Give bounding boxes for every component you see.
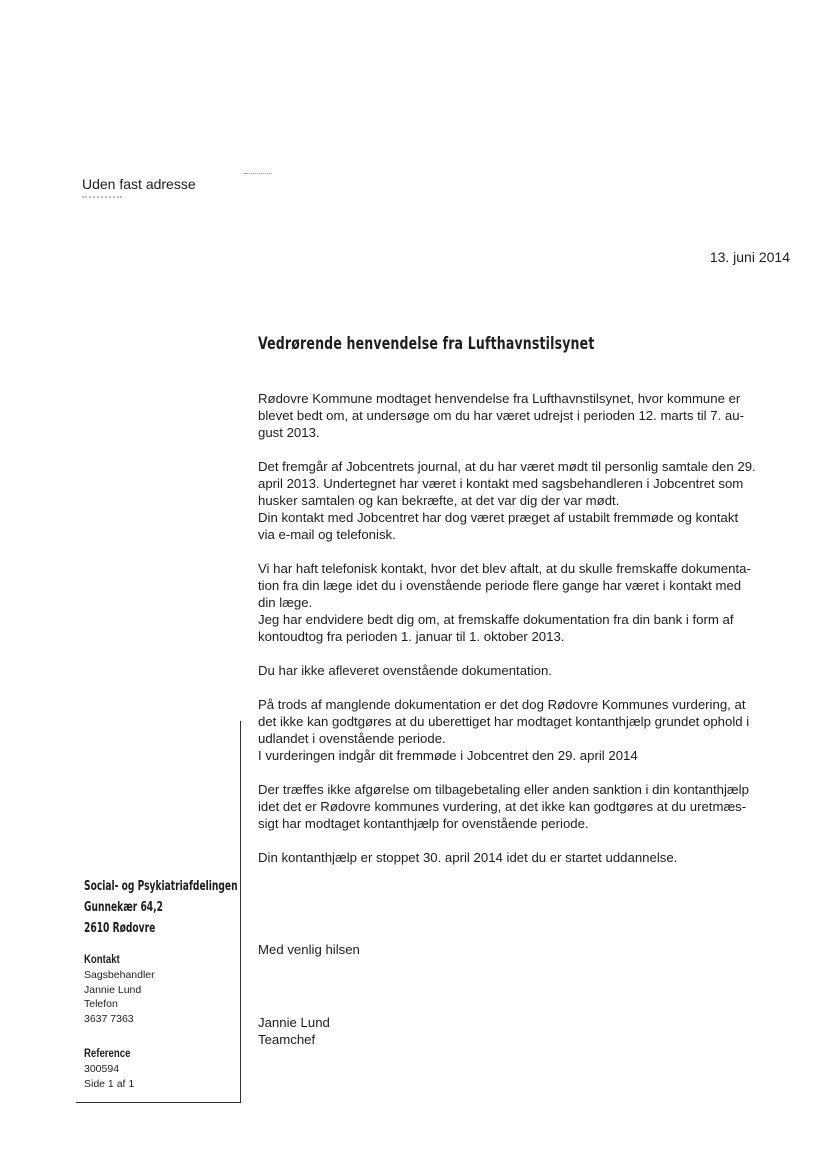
page-indicator: Side 1 af 1: [84, 1078, 135, 1090]
letter-subject: Vedrørende henvendelse fra Lufthavnstilsynet: [258, 334, 595, 354]
closing-greeting: Med venlig hilsen: [258, 942, 360, 957]
paragraph-6: Der træffes ikke afgørelse om tilbagebetaling eller anden sanktion i din kontanthjælp idet det er Rødovre kommunes vurdering, at det ikke kan godtgøres at du uretmæs- sigt har modtaget kontanthjælp for ovenstående periode.: [258, 782, 749, 831]
redacted-postcode: [82, 196, 122, 202]
department-street: Gunnekær 64,2: [84, 900, 163, 915]
paragraph-3: Vi har haft telefonisk kontakt, hvor det blev aftalt, at du skulle fremskaffe dokumenta- tion fra din læge idet du i ovenstående periode flere gange har været i kontakt med din læge. Jeg har endvidere bedt dig om, at fremskaffe dokumentation fra din bank i form af kontoudtog fra perioden 1. januar til 1. oktober 2013.: [258, 561, 751, 644]
reference-heading: Reference: [84, 1046, 131, 1060]
contact-details: [84, 968, 155, 1026]
sidebar-divider: [240, 721, 241, 1102]
department-name: Social- og Psykiatriafdelingen: [84, 879, 238, 894]
paragraph-5: På trods af manglende dokumentation er det dog Rødovre Kommunes vurdering, at det ikke kan godtgøres at du uberettiget har modtaget kontanthjælp grundet ophold i udlandet i ovenstående periode. I vurderingen indgår dit fremmøde i Jobcentret den 29. april 2014: [258, 697, 750, 763]
paragraph-2: Det fremgår af Jobcentrets journal, at du har været mødt til personlig samtale den 29. april 2013. Undertegnet har været i kontakt med sagsbehandleren i Jobcentret som husker samtalen og kan bekræfte, at det var dig der var mødt. Din kontakt med Jobcentret har dog været præget af ustabilt fremmøde og kontakt via e-mail og telefonisk.: [258, 459, 756, 542]
contact-role: Sagsbehandler: [84, 969, 155, 981]
sidebar-bottom-rule: [76, 1102, 241, 1103]
contact-name: Jannie Lund: [84, 983, 142, 996]
signature-block: [258, 1014, 330, 1048]
letter-date: 13. juni 2014: [709, 249, 790, 265]
scan-artifact: [244, 173, 272, 174]
reference-details: [84, 1062, 134, 1092]
reference-number: 300594: [84, 1063, 120, 1075]
signer-name: Jannie Lund: [258, 1015, 330, 1030]
letter-body: [258, 390, 788, 883]
department-address: [84, 876, 238, 939]
paragraph-4: Du har ikke afleveret ovenstående dokumentation.: [258, 663, 552, 678]
department-city: 2610 Rødovre: [84, 921, 156, 936]
paragraph-7: Din kontanthjælp er stoppet 30. april 2014 idet du er startet uddannelse.: [258, 850, 678, 865]
phone-label: Telefon: [84, 998, 118, 1010]
paragraph-1: Rødovre Kommune modtaget henvendelse fra Lufthavnstilsynet, hvor kommune er blevet bedt om, at undersøge om du har været udrejst i perioden 12. marts til 7. au- gust 2013.: [258, 391, 744, 440]
recipient-address: Uden fast adresse: [82, 176, 196, 192]
signer-title: Teamchef: [258, 1032, 316, 1047]
contact-heading: Kontakt: [84, 952, 120, 966]
phone-number: 3637 7363: [84, 1012, 134, 1025]
